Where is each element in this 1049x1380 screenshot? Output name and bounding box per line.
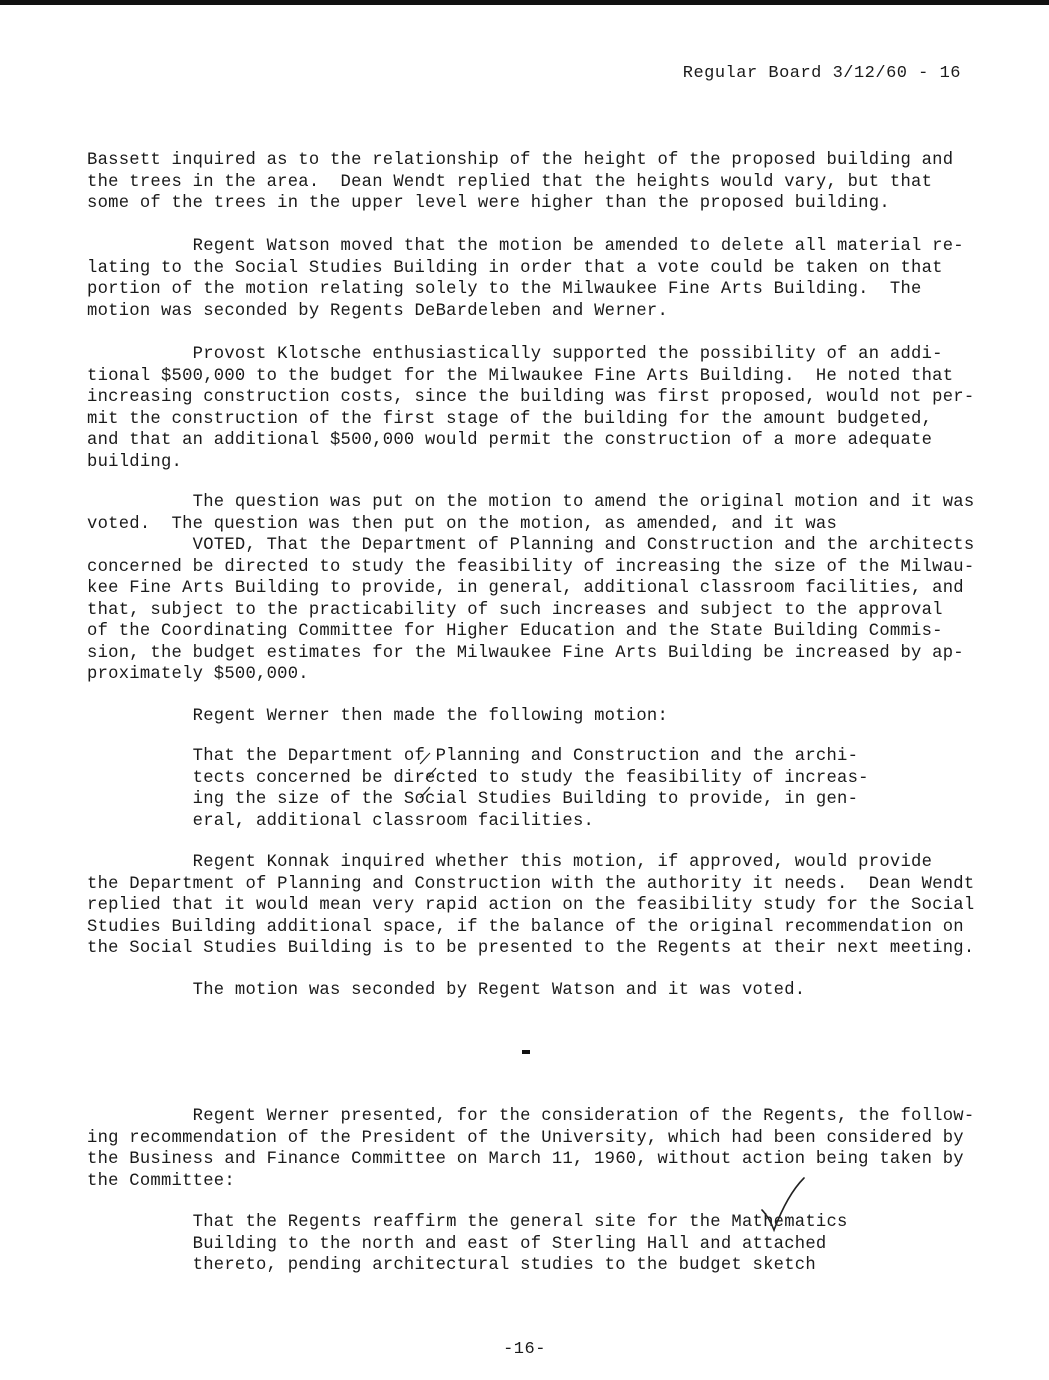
paragraph-werner-motion-intro: Regent Werner then made the following motion: <box>87 707 669 726</box>
handwritten-pen-mark-icon <box>424 767 438 781</box>
page-number: -16- <box>503 1340 546 1359</box>
paragraph-klotsche-support: Provost Klotsche enthusiastically supported the possibility of an addi- tional $500,000 to the budget for the Milwaukee Fine Arts Building. He noted that increasing construction costs, since the building was first proposed, would not per- mit the construction of the first stage of the building for the amount budgeted, and that an additional $500,000 would permit the construction of a more adequate building. <box>87 345 975 472</box>
page-header: Regular Board 3/12/60 - 16 <box>682 64 961 83</box>
handwritten-pen-mark-icon <box>418 752 432 766</box>
handwritten-pen-mark-icon <box>418 786 432 800</box>
page-top-border <box>0 0 1049 5</box>
paragraph-konnak-inquiry: Regent Konnak inquired whether this motion, if approved, would provide the Department of Planning and Construction with the authority it needs. Dean Wendt replied that it would mean very rapid action on the feasibility study for the Social Studies Building additional space, if the balance of the original recommendation on the Social Studies Building is to be presented to the Regents at their next meeting. <box>87 853 975 958</box>
section-divider <box>522 1050 530 1054</box>
paragraph-werner-motion-text: That the Department of Planning and Construction and the archi- tects concerned be directed to study the feasibility of increas- ing the size of the Social Studies Building to provide, in gen- eral, additional classroom facilities. <box>192 747 869 831</box>
paragraph-werner-recommendation: Regent Werner presented, for the consideration of the Regents, the follow- ing recommendation of the President of the University, which had been considered by the Business and Finance Committee on March 11, 1960, without action being taken by the Committee: <box>87 1107 975 1191</box>
paragraph-voted-resolution: The question was put on the motion to amend the original motion and it was voted. The question was then put on the motion, as amended, and it was VOTED, That the Department of Planning and Construction and the architects concerned be directed to study the feasibility of increasing the size of the Milwau- kee Fine Arts Building to provide, in general, additional classroom facilities, and that, subject to the practicability of such increases and subject to the approval of the Coordinating Committee for Higher Education and the State Building Commis- sion, the budget estimates for the Milwaukee Fine Arts Building be increased by ap- proximately $500,000. <box>87 493 975 684</box>
paragraph-watson-amendment: Regent Watson moved that the motion be amended to delete all material re- lating to the Social Studies Building in order that a vote could be taken on that portion of the motion relating solely to the Milwaukee Fine Arts Building. The motion was seconded by Regents DeBardeleben and Werner. <box>87 237 964 321</box>
paragraph-motion-seconded: The motion was seconded by Regent Watson and it was voted. <box>87 981 806 1000</box>
paragraph-bassett-inquiry: Bassett inquired as to the relationship of the height of the proposed building and the trees in the area. Dean Wendt replied that the heights would vary, but that some of the trees in the upper level were higher than the proposed building. <box>87 151 954 213</box>
handwritten-checkmark-icon <box>760 1176 808 1236</box>
paragraph-mathematics-building: That the Regents reaffirm the general site for the Mathematics Building to the north and east of Sterling Hall and attached thereto, pending architectural studies to the budget sketch <box>192 1213 848 1275</box>
